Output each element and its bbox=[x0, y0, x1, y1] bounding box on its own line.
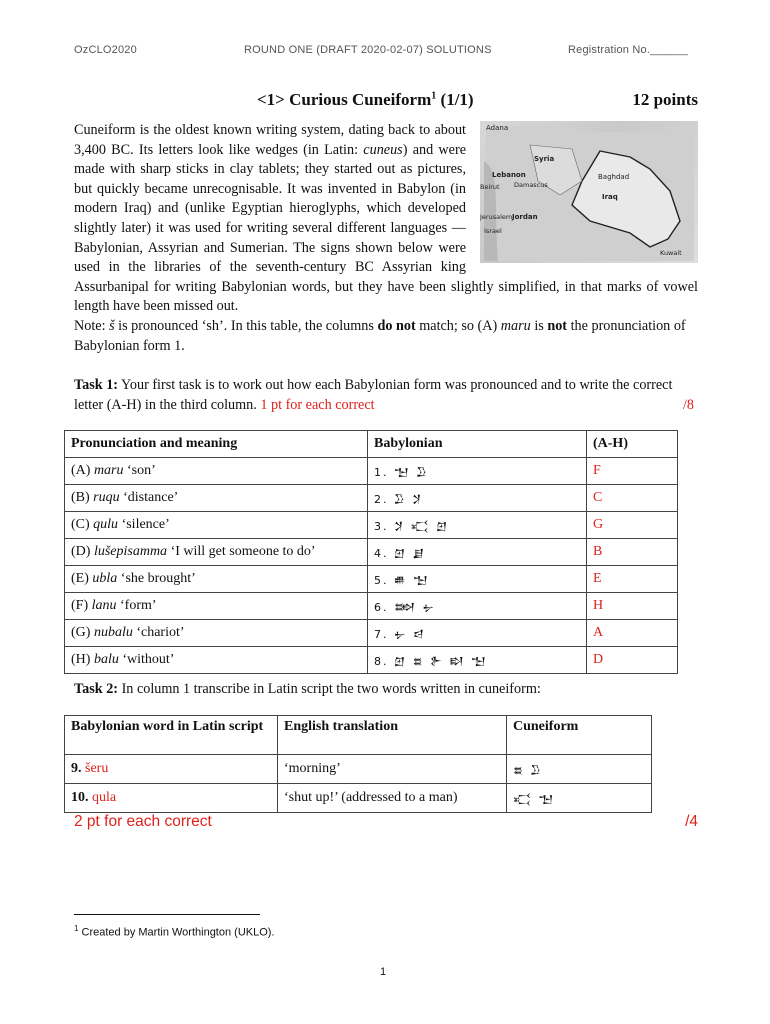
babylonian-cell: 7. 𒉡 𒁀 bbox=[368, 620, 587, 647]
latin-answer-cell[interactable]: 10. qula bbox=[65, 784, 278, 813]
task2-table bbox=[64, 715, 652, 813]
map-label-jerusalem: Jerusalem bbox=[480, 213, 513, 221]
col-babylonian: Babylonian bbox=[368, 431, 587, 458]
footnote: $^1$ Created by Martin Worthington (UKLO). bbox=[74, 924, 275, 939]
task2-header-row bbox=[65, 716, 652, 755]
pronunciation-cell: (H) balu ‘without’ bbox=[65, 647, 368, 674]
table-row bbox=[65, 485, 678, 512]
answer-cell[interactable]: D bbox=[587, 647, 678, 674]
table-row bbox=[65, 647, 678, 674]
task2-score: /4 bbox=[685, 813, 698, 830]
answer-cell[interactable]: A bbox=[587, 620, 678, 647]
map-label-lebanon: Lebanon bbox=[492, 171, 526, 179]
latin-answer-cell[interactable]: 9. šeru bbox=[65, 755, 278, 784]
table-row bbox=[65, 593, 678, 620]
task2-scoring: 2 pt for each correct /4 bbox=[74, 813, 698, 830]
babylonian-cell: 5. 𒌑 𒈠 bbox=[368, 566, 587, 593]
table-row bbox=[65, 784, 652, 813]
intro-paragraph: Cuneiform is the oldest known writing system, dating back to about 3,400 BC. Its letters look like wedges (in Latin: cuneus) and were made with sharp sticks in clay tablets; they started out as pictures, but quickly became unrecognisable. It was invented in Babylon (in modern Iraq) and (unlike Egyptian hieroglyphs, which developed slightly later) it was used for writing several different languages — Babylonian, Assyrian and Sumerian. The signs shown below were used in the libraries of the seventh-century BC Assyrian king Assurbanipal for writing Babylonian words, but they have been slightly simplified, in that marks of vowel length have been missed out. bbox=[74, 122, 698, 315]
pronunciation-cell: (G) nubalu ‘chariot’ bbox=[65, 620, 368, 647]
header-registration: Registration No.______ bbox=[568, 44, 688, 56]
table-row bbox=[65, 755, 652, 784]
map-graphic bbox=[480, 121, 698, 263]
task1-instructions: Task 1: Your first task is to work out how each Babylonian form was pronounced and to write the correct letter (A-H) in the third column. 1 pt for each correct /8 bbox=[74, 377, 694, 413]
map-label-israel: Israel bbox=[484, 227, 502, 235]
answer-cell[interactable]: E bbox=[587, 566, 678, 593]
header-middle: ROUND ONE (DRAFT 2020-02-07) SOLUTIONS bbox=[244, 44, 492, 56]
map-label-kuwait: Kuwait bbox=[660, 249, 682, 257]
task1-table bbox=[64, 430, 678, 674]
table-row bbox=[65, 512, 678, 539]
page-number: 1 bbox=[380, 966, 387, 978]
map-label-jordan: Jordan bbox=[512, 213, 538, 221]
region-map bbox=[480, 121, 698, 263]
problem-title: <1> Curious Cuneiform$^1$ (1/1) bbox=[257, 90, 474, 109]
babylonian-cell: 1. 𒈠 𒊒 bbox=[368, 458, 587, 485]
cuneiform-cell: 𒊺 𒊒 bbox=[507, 755, 652, 784]
map-label-damascus: Damascus bbox=[514, 181, 548, 189]
map-label-beirut: Beirut bbox=[480, 183, 500, 191]
table-row bbox=[65, 620, 678, 647]
map-label-iraq: Iraq bbox=[602, 193, 618, 201]
task2-instructions: Task 2: In column 1 transcribe in Latin script the two words written in cuneiform: bbox=[74, 681, 541, 697]
answer-cell[interactable]: F bbox=[587, 458, 678, 485]
map-label-adana: Adana bbox=[486, 124, 509, 132]
answer-cell[interactable]: G bbox=[587, 512, 678, 539]
translation-cell: ‘shut up!’ (addressed to a man) bbox=[278, 784, 507, 813]
pronunciation-cell: (B) ruqu ‘distance’ bbox=[65, 485, 368, 512]
pronunciation-cell: (F) lanu ‘form’ bbox=[65, 593, 368, 620]
col-cuneiform: Cuneiform bbox=[507, 716, 652, 755]
map-label-syria: Syria bbox=[534, 155, 555, 163]
footnote-divider bbox=[74, 914, 260, 915]
task1-header-row bbox=[65, 431, 678, 458]
pronunciation-cell: (E) ubla ‘she brought’ bbox=[65, 566, 368, 593]
problem-points: 12 points bbox=[632, 90, 698, 109]
translation-cell: ‘morning’ bbox=[278, 755, 507, 784]
title-row bbox=[74, 90, 698, 112]
col-latin-script: Babylonian word in Latin script bbox=[65, 716, 278, 755]
table-row bbox=[65, 458, 678, 485]
col-pronunciation: Pronunciation and meaning bbox=[65, 431, 368, 458]
cuneiform-cell: 𒄣 𒈠 bbox=[507, 784, 652, 813]
babylonian-cell: 4. 𒇻 𒋗 bbox=[368, 539, 587, 566]
answer-cell[interactable]: C bbox=[587, 485, 678, 512]
task1-score: /8 bbox=[682, 397, 694, 413]
pronunciation-cell: (D) lušepisamma ‘I will get someone to do’ bbox=[65, 539, 368, 566]
intro-text bbox=[74, 121, 698, 356]
table-row bbox=[65, 566, 678, 593]
col-english: English translation bbox=[278, 716, 507, 755]
pronunciation-cell: (C) qulu ‘silence’ bbox=[65, 512, 368, 539]
babylonian-cell: 8. 𒇻 𒊺 𒉿 𒊭 𒈠 bbox=[368, 647, 587, 674]
babylonian-cell: 3. 𒋡 𒄣 𒇻 bbox=[368, 512, 587, 539]
answer-cell[interactable]: H bbox=[587, 593, 678, 620]
answer-cell[interactable]: B bbox=[587, 539, 678, 566]
babylonian-cell: 2. 𒊒 𒋡 bbox=[368, 485, 587, 512]
pronunciation-cell: (A) maru ‘son’ bbox=[65, 458, 368, 485]
map-label-baghdad: Baghdad bbox=[598, 173, 630, 181]
intro-note: Note: š is pronounced ‘sh’. In this table, the columns do not match; so (A) maru is not the pronunciation of Babylonian form 1. bbox=[74, 317, 686, 354]
col-answer: (A-H) bbox=[587, 431, 678, 458]
task1-scoring: 1 pt for each correct bbox=[260, 397, 375, 413]
table-row bbox=[65, 539, 678, 566]
babylonian-cell: 6. 𒇷 𒉡 bbox=[368, 593, 587, 620]
header-left: OzCLO2020 bbox=[74, 44, 137, 56]
